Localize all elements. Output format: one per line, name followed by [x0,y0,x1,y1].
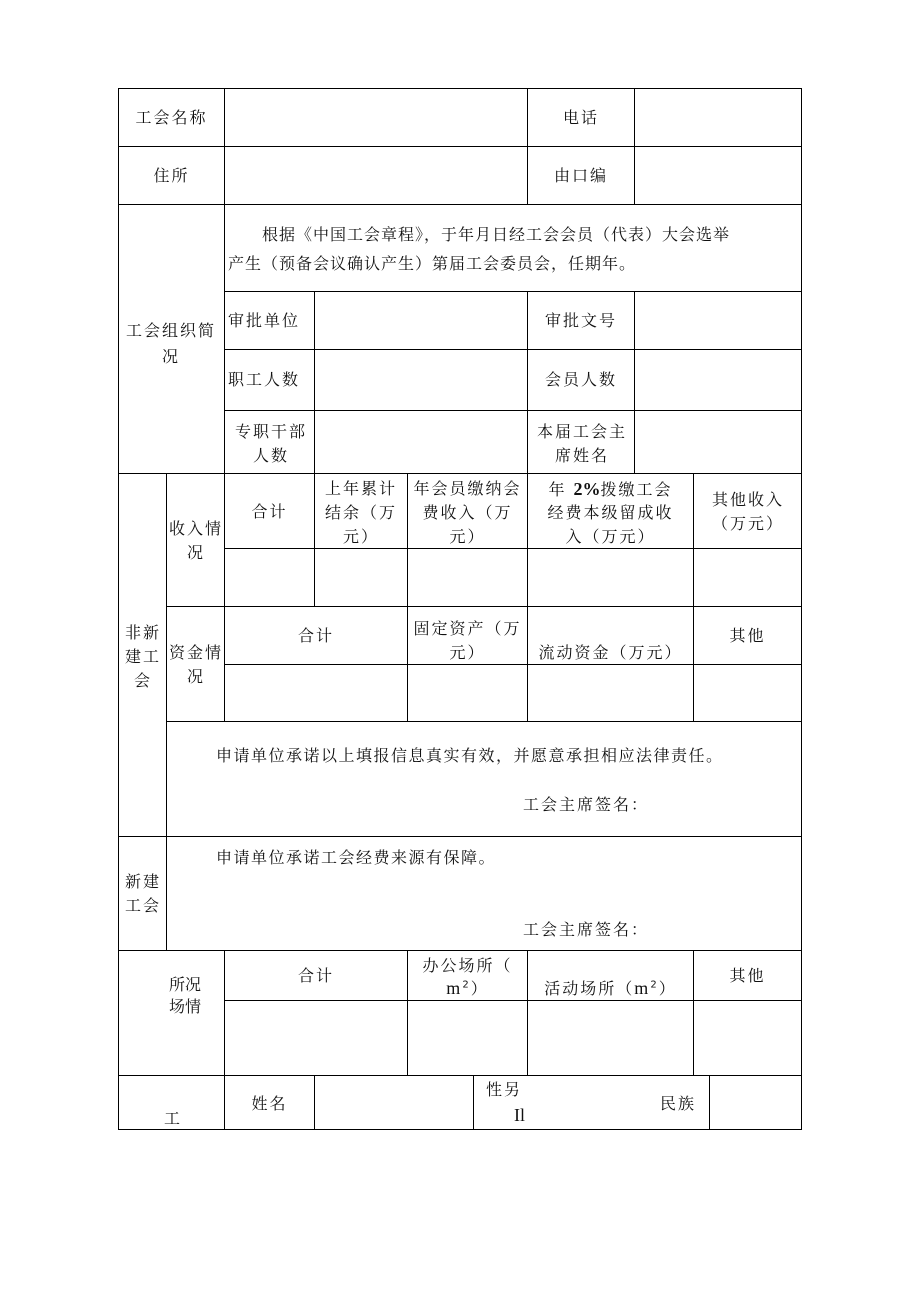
fixed-assets-field[interactable] [409,666,526,720]
rule [693,473,694,722]
staff-count-field[interactable] [316,351,526,409]
approval-doc-label: 审批文号 [544,311,617,330]
chair-name-field[interactable] [636,412,800,472]
other-income-field[interactable] [695,550,800,605]
funds-total-label: 合计 [297,626,334,645]
funds-label: 资金情况 [168,643,223,686]
fulltime-cadre-label: 专职干部人数 [234,422,307,465]
fixed-assets-label: 固定资产（万元） [413,619,522,662]
funds-other-field[interactable] [695,666,800,720]
non-new-union-label: 非新建工会 [124,623,161,690]
rule [118,204,802,205]
income-label: 收入情况 [168,519,223,562]
commitment-text-new: 申请单位承诺工会经费来源有保障。 [216,848,497,867]
venue-other-label: 其他 [729,966,766,985]
name-field[interactable] [316,1077,472,1128]
office-area-label-line1: 办公场所（ [422,956,513,975]
name-label: 姓名 [251,1094,288,1113]
retained-label-e: 入（万元） [565,527,656,546]
ethnicity-field[interactable] [711,1077,800,1128]
rule [118,473,802,474]
rule [224,349,802,350]
retained-income-field[interactable] [529,550,692,605]
phone-label: 电话 [562,108,599,127]
venue-label: 所况场情 [168,975,201,1016]
retained-label-d: 经费本级留成收 [547,503,674,522]
intro-line-1: 根据《中国工会章程》，于年月日经工会会员（代表）大会选举 [262,225,731,244]
approval-doc-field[interactable] [636,293,800,348]
rule [527,950,528,1076]
activity-area-text: 活动场所（ [544,979,635,998]
new-union-label: 新建工会 [124,872,161,915]
chair-signature-label-new: 工会主席签名： [523,920,650,939]
retained-income-label-line1 [528,477,693,502]
office-area-field[interactable] [409,1002,526,1074]
member-count-field[interactable] [636,351,800,409]
chair-signature-label-existing: 工会主席签名： [523,795,650,814]
rule [709,1075,710,1130]
chair-name-label: 本届工会主席姓名 [536,422,627,465]
prev-balance-field[interactable] [316,550,406,605]
approval-unit-label: 审批单位 [228,311,301,330]
income-total-field[interactable] [226,550,313,605]
venue-total-field[interactable] [226,1002,406,1074]
retained-label-b: 2% [573,479,601,499]
activity-area-field[interactable] [529,1002,692,1074]
current-funds-field[interactable] [529,666,692,720]
union-name-label: 工会名称 [135,108,208,127]
venue-other-field[interactable] [695,1002,800,1074]
rule [473,1075,474,1130]
member-count-label: 会员人数 [544,370,617,389]
intro-line-2: 产生（预备会议确认产生）第届工会委员会，任期年。 [228,254,637,273]
rule [166,606,802,607]
funds-total-field[interactable] [226,666,406,720]
other-income-label: 其他收入（万元） [711,490,784,533]
rule [314,473,315,607]
rule [118,88,119,1130]
gender-suffix: Il [514,1105,525,1125]
rule [634,88,635,205]
office-area-unit: $m^2$） [446,978,489,998]
rule [801,88,802,1130]
rule [314,1075,315,1130]
rule [166,721,802,722]
retained-label-a: 年 [548,480,574,499]
rule [224,291,802,292]
rule [118,950,802,951]
staff-count-label: 职工人数 [228,370,301,389]
office-area-unit-m: m [446,978,463,998]
member-dues-field[interactable] [409,550,526,605]
rule [314,291,315,474]
rule [224,88,225,474]
rule [118,146,802,147]
bottom-left-char: 工 [164,1109,183,1128]
address-field[interactable] [226,148,526,203]
org-overview-label: 工会组织简况 [125,321,216,366]
current-funds-label: 流动资金（万元） [538,643,683,662]
phone-field[interactable] [636,90,800,145]
address-label: 住所 [153,166,190,185]
fulltime-cadre-field[interactable] [316,412,526,472]
postcode-label: 由口编 [553,166,608,185]
approval-unit-field[interactable] [316,293,526,348]
rule [166,473,167,951]
member-dues-label: 年会员缴纳会费收入（万元） [413,479,522,546]
rule [224,410,802,411]
postcode-field[interactable] [636,148,800,203]
prev-balance-label: 上年累计结余（万元） [324,479,397,546]
funds-other-label: 其他 [729,626,766,645]
rule [118,88,802,89]
rule [118,836,802,837]
retained-label-c: 拨缴工会 [600,480,673,499]
rule [118,1075,802,1076]
ethnicity-label: 民族 [660,1094,697,1113]
income-total-label: 合计 [251,502,288,521]
rule [407,473,408,722]
rule [634,291,635,474]
activity-area-unit-m: m [634,978,651,998]
activity-area-label: 活动场所$(m^2)$ [544,978,677,998]
gender-label: 性另 [486,1080,523,1099]
rule [118,1129,802,1130]
venue-total-label: 合计 [297,966,334,985]
commitment-text-existing: 申请单位承诺以上填报信息真实有效，并愿意承担相应法律责任。 [216,746,724,765]
union-name-field[interactable] [226,90,526,145]
